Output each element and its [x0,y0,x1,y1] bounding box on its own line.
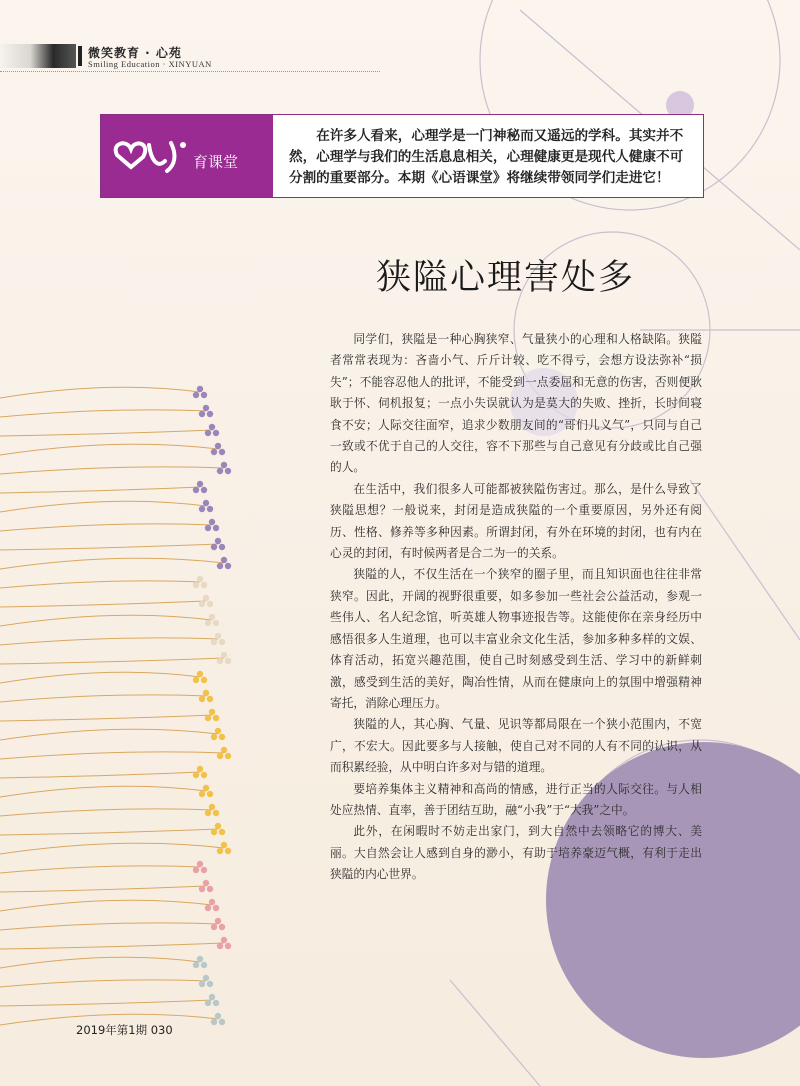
flower-stem [0,809,212,816]
flower-bud [197,481,203,487]
flower-bud [225,943,231,949]
flower-bud [199,506,205,512]
dried-flowers-illustration [0,386,231,1025]
flower-bud [207,411,213,417]
flower-stem [0,752,224,759]
flower-bud [207,791,213,797]
article-title: 狭隘心理害处多 [376,258,636,298]
flower-bud [213,810,219,816]
flower-bud [201,772,207,778]
flower-stem [0,1000,212,1006]
flower-bud [199,791,205,797]
flower-bud [225,658,231,664]
flower-bud [193,867,199,873]
flower-stem [0,957,200,968]
flower-bud [197,576,203,582]
paragraph-5: 要培养集体主义精神和高尚的情感，进行正当的人际交往。与人相处应热情、直率，善于团结互助，融“小我”于“大我”之中。 [330,781,702,817]
flower-bud [197,766,203,772]
flower-bud [219,734,225,740]
flower-bud [205,620,211,626]
flower-bud [215,728,221,734]
column-logo [101,115,273,197]
flower-bud [193,392,199,398]
flower-bud [203,690,209,696]
flower-stem [0,410,206,417]
logo-text: 育课堂 [193,153,239,171]
flower-bud [219,544,225,550]
flower-bud [217,468,223,474]
flower-stem [0,843,224,854]
flower-bud [207,981,213,987]
flower-bud [213,1000,219,1006]
flower-bud [203,785,209,791]
flower-bud [209,804,215,810]
header-subtitle: Smiling Education · XINYUAN [88,59,212,69]
paragraph-1: 同学们，狭隘是一种心胸狭窄、气量狭小的心理和人格缺陷。狭隘者常常表现为：吝啬小气、斤斤计较、吃不得亏，会想方设法弥补“损失”；不能容忍他人的批评，不能受到一点委屈和无意的伤害，否则便耿耿于怀、伺机报复；一点小失误就认为是莫大的失败、挫折，长时间寝食不安；人际交往面窄，追求少数朋友间的“哥们儿义气”，只同与自己一致或不优于自己的人交往，容不下那些与自己意见有分歧或比自己强的人。 [330,332,702,475]
flower-bud [225,753,231,759]
flower-bud [215,633,221,639]
flower-bud [213,620,219,626]
flower-bud [217,563,223,569]
flower-bud [213,715,219,721]
paragraph-6: 此外，在闲暇时不妨走出家门，到大自然中去领略它的博大、美丽。大自然会让人感到自身的渺小，有助于培养豪迈气概，有利于走出狭隘的内心世界。 [330,824,702,882]
flower-bud [197,861,203,867]
flower-bud [199,886,205,892]
flower-bud [211,639,217,645]
flower-bud [221,937,227,943]
flower-bud [205,1000,211,1006]
flower-stem [0,430,212,436]
page-header [0,44,380,74]
flower-bud [219,639,225,645]
flower-bud [203,500,209,506]
flower-stem [0,772,200,778]
flower-stem [0,980,206,987]
intro-text: 在许多人看来，心理学是一门神秘而又遥远的学科。其实并不然，心理学与我们的生活息息相关，心理健康更是现代人健康不可分割的重要部分。本期《心语课堂》将继续带领同学们走进它！ [289,128,684,186]
flower-stem [0,695,206,702]
flower-bud [205,525,211,531]
flower-bud [213,525,219,531]
flower-bud [211,829,217,835]
paragraph-4: 狭隘的人，其心胸、气量、见识等都局限在一个狭小范围内，不宽广，不宏大。因此要多与人接触，使自己对不同的人有不同的认识，从而积累经验，从中明白许多对与错的道理。 [330,717,702,775]
flower-stem [0,487,200,493]
flower-bud [225,848,231,854]
flower-bud [193,582,199,588]
flower-bud [221,747,227,753]
header-title: 微笑教育 · 心苑 [88,46,182,60]
flower-stem [0,387,200,398]
flower-bud [207,886,213,892]
flower-bud [217,658,223,664]
flower-bud [221,652,227,658]
flower-stem [0,638,218,645]
flower-bud [213,430,219,436]
flower-stem [0,467,224,474]
flower-bud [201,867,207,873]
flower-bud [205,905,211,911]
page-number: 2019年第1期 030 [76,1023,173,1037]
flower-bud [193,677,199,683]
flower-bud [203,880,209,886]
flower-bud [215,538,221,544]
flower-bud [193,962,199,968]
header-bar [78,46,82,66]
flower-bud [209,994,215,1000]
flower-stem [0,786,206,797]
flower-bud [203,405,209,411]
flower-stem [0,601,206,607]
flower-bud [211,449,217,455]
flower-bud [199,981,205,987]
flower-bud [217,848,223,854]
flower-stem [0,558,224,569]
flower-bud [209,899,215,905]
intro-box [100,114,704,198]
flower-bud [219,829,225,835]
flower-bud [225,563,231,569]
flower-stem [0,544,218,550]
flower-stem [0,829,218,835]
flower-bud [197,956,203,962]
decor-line-4 [450,980,540,1086]
paragraph-3: 狭隘的人，不仅生活在一个狭窄的圈子里，而且知识面也往往非常狭窄。因此，开阔的视野很重要，如多参加一些社会公益活动，参观一些伟人、名人纪念馆，听英雄人物事迹报告等。这能使你在亲身经历中感悟很多人生道理，也可以丰富业余文化生活，参加多种多样的文娱、体育活动，拓宽兴趣范围，使自己时刻感受到生活、学习中的新鲜刺激，感受到生活的美好，陶冶性情，从而在健康向上的氛围中增强精神寄托，消除心理压力。 [330,567,702,710]
flower-bud [207,696,213,702]
flower-bud [211,1019,217,1025]
header-photo [0,44,76,68]
flower-bud [219,449,225,455]
flower-bud [209,709,215,715]
flower-bud [193,772,199,778]
flower-bud [197,386,203,392]
flower-stem [0,501,206,512]
flower-bud [221,462,227,468]
flower-bud [215,823,221,829]
flower-stem [0,715,212,721]
flower-bud [211,924,217,930]
flower-bud [209,424,215,430]
flower-bud [219,1019,225,1025]
flower-stem [0,444,218,455]
flower-bud [197,671,203,677]
flower-bud [215,1013,221,1019]
flower-bud [211,544,217,550]
flower-bud [211,734,217,740]
flower-bud [201,677,207,683]
flower-bud [215,443,221,449]
flower-bud [217,943,223,949]
flower-bud [225,468,231,474]
flower-bud [217,753,223,759]
flower-stem [0,658,224,664]
flower-bud [209,614,215,620]
flower-bud [209,519,215,525]
paragraph-2: 在生活中，我们很多人可能都被狭隘伤害过。那么，是什么导致了狭隘思想？一般说来，封闭是造成狭隘的一个重要原因，另外还有阅历、性格、修养等多种因素。所谓封闭，有外在环境的封闭，也有内在心灵的封闭，有时候两者是合二为一的关系。 [330,481,702,561]
flower-stem [0,615,212,626]
flower-bud [203,595,209,601]
flower-bud [205,810,211,816]
article-body [330,329,702,886]
flower-stem [0,923,218,930]
flower-bud [221,557,227,563]
flower-bud [205,715,211,721]
flower-bud [201,962,207,968]
flower-bud [207,601,213,607]
flower-bud [201,582,207,588]
flower-stem [0,943,224,949]
flower-bud [199,411,205,417]
heart-script-logo-icon [101,115,273,197]
flower-bud [207,506,213,512]
flower-stem [0,729,218,740]
flower-bud [203,975,209,981]
flower-bud [199,601,205,607]
flower-bud [201,392,207,398]
flower-bud [193,487,199,493]
flower-bud [201,487,207,493]
flower-stem [0,524,212,531]
flower-stem [0,672,200,683]
flower-bud [205,430,211,436]
flower-stem [0,900,212,911]
header-divider [0,71,380,72]
flower-bud [213,905,219,911]
flower-stem [0,581,200,588]
flower-stem [0,866,200,873]
flower-bud [215,918,221,924]
flower-bud [221,842,227,848]
flower-bud [219,924,225,930]
flower-stem [0,886,206,892]
flower-bud [199,696,205,702]
decor-line-2 [690,480,800,640]
